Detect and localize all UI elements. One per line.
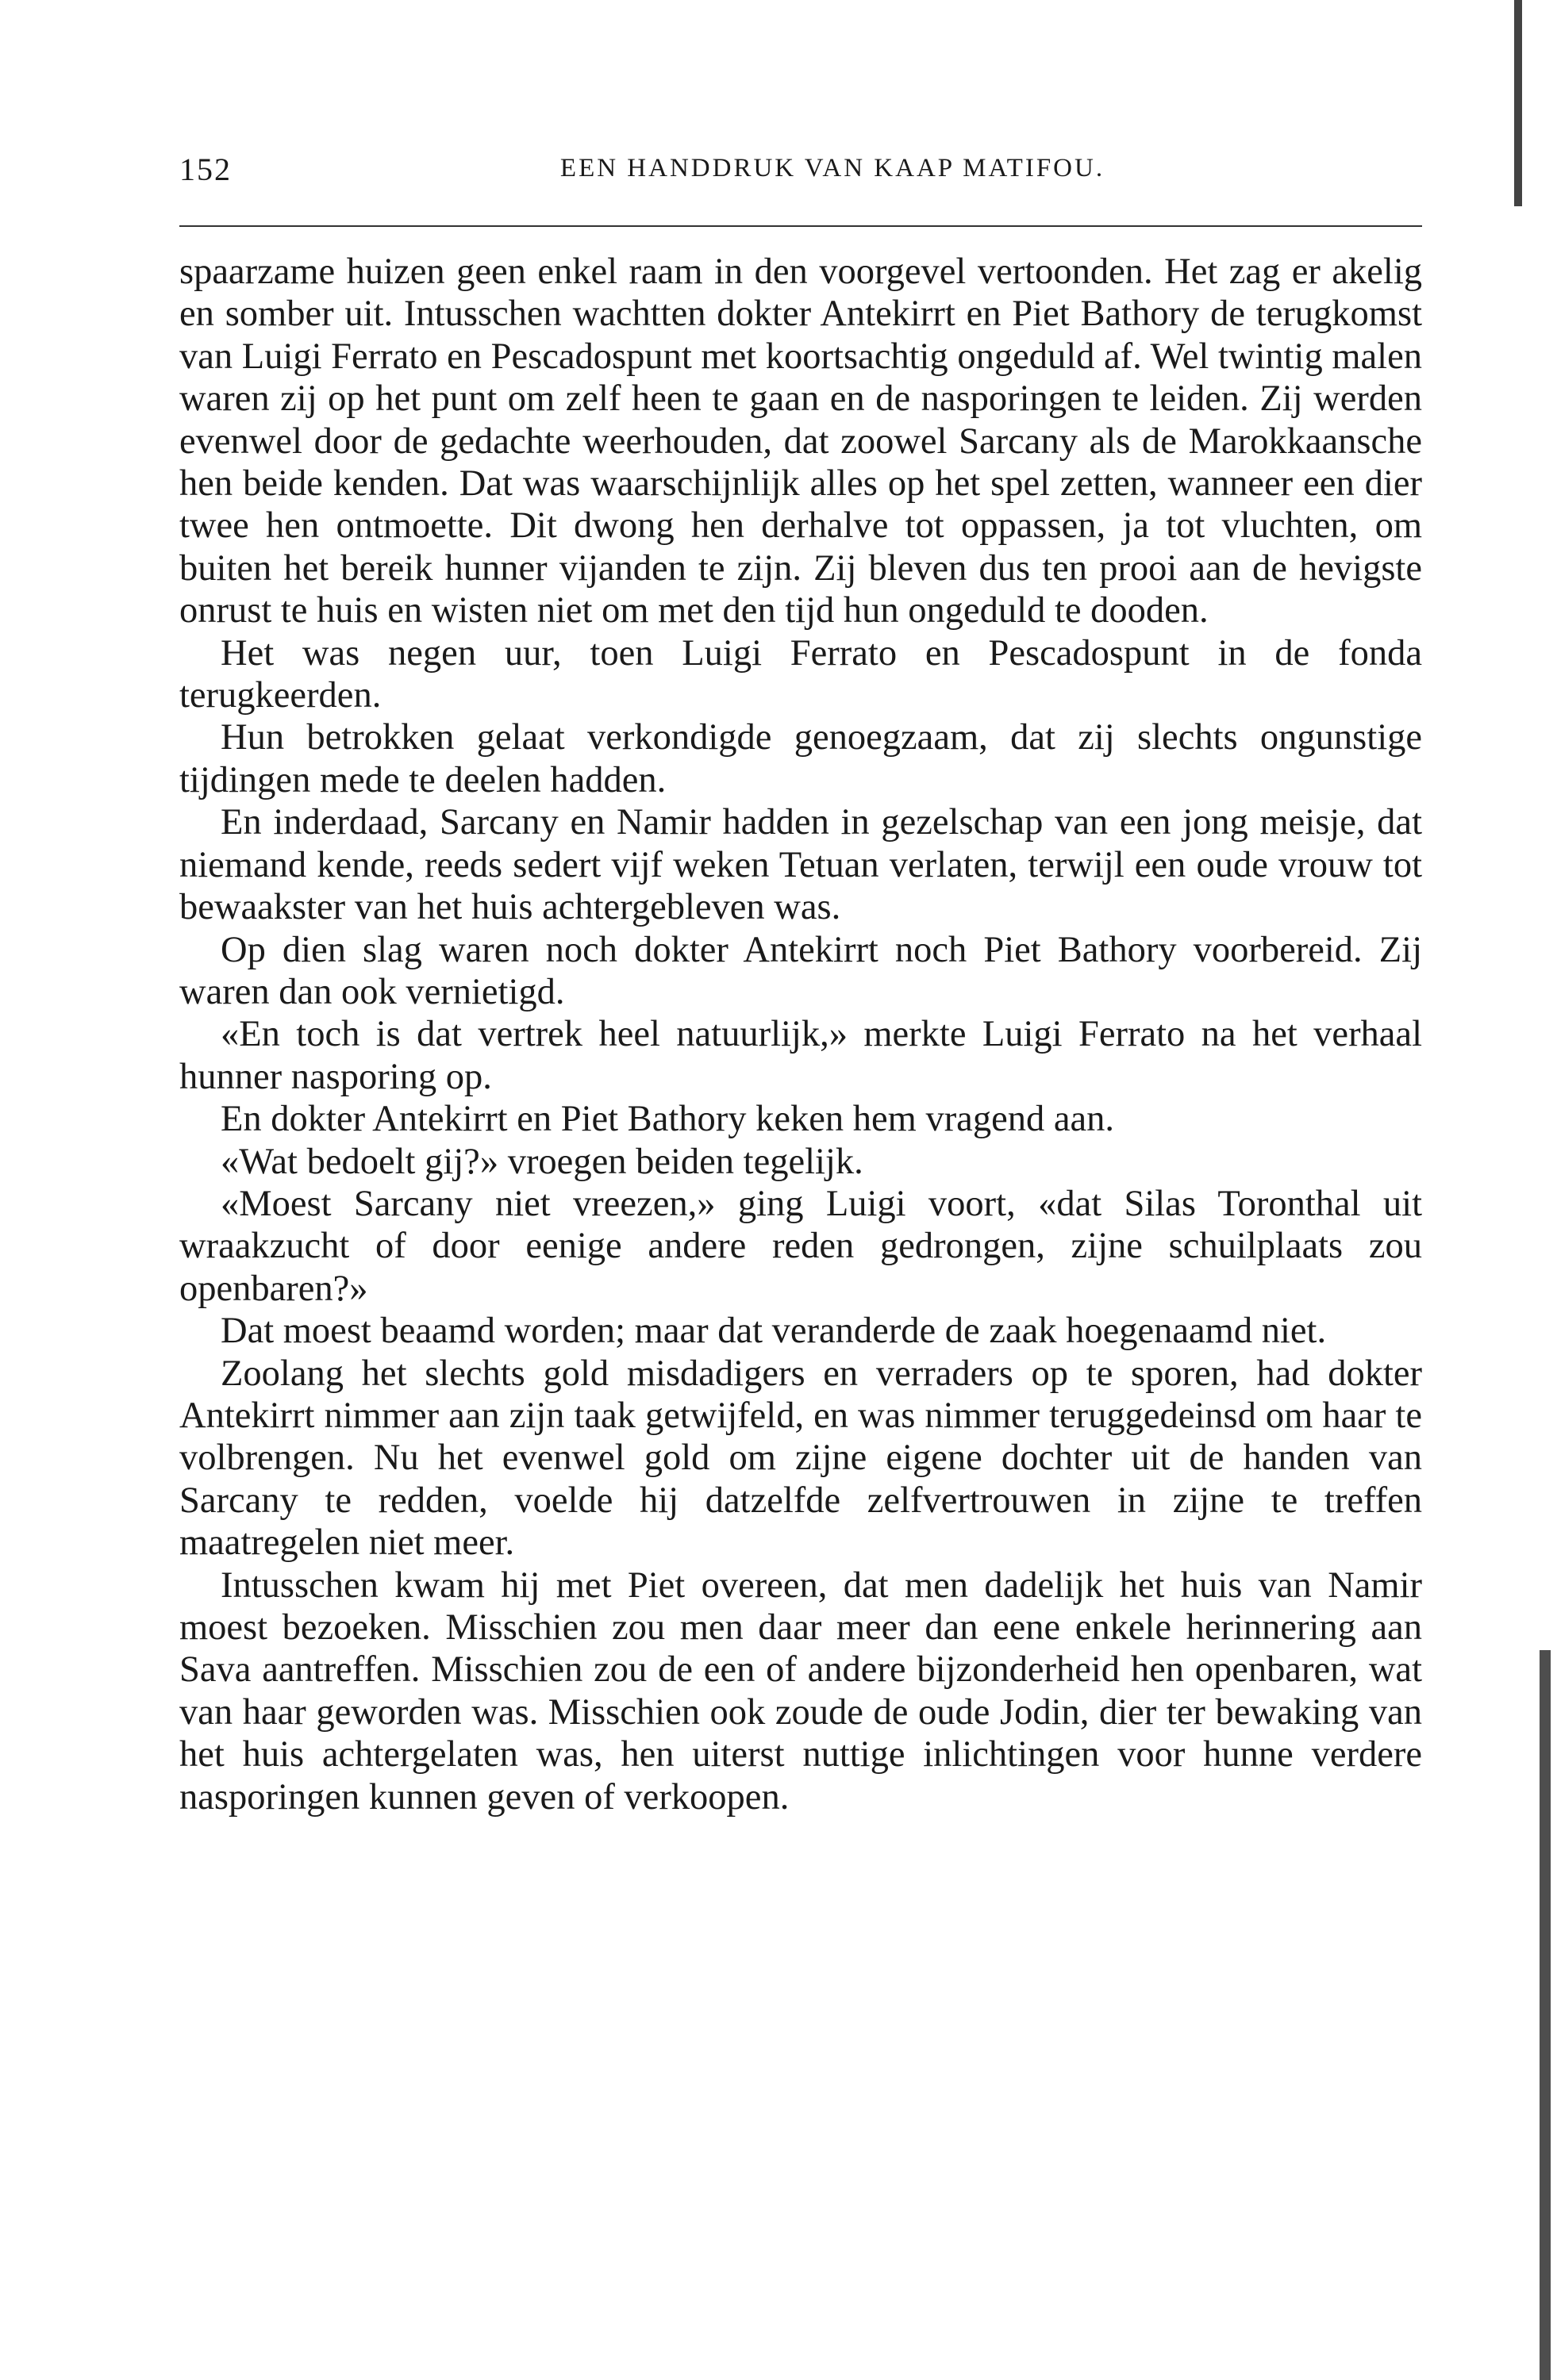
paragraph: «En toch is dat vertrek heel natuurlijk,» merkte Luigi Ferrato na het verhaal hunner nasporing op. xyxy=(179,1014,1422,1097)
binding-edge-bottom xyxy=(1540,1650,1551,2380)
paragraph: En dokter Antekirrt en Piet Bathory keken hem vragend aan. xyxy=(221,1099,1114,1140)
page-header xyxy=(179,151,1422,195)
paragraph: «Moest Sarcany niet vreezen,» ging Luigi voort, «dat Silas Toronthal uit wraakzucht of door eenige andere reden gedrongen, zijne schuilplaats zou openbaren?» xyxy=(179,1183,1422,1309)
paragraph: Op dien slag waren noch dokter Antekirrt noch Piet Bathory voorbereid. Zij waren dan ook vernietigd. xyxy=(179,929,1422,1012)
body-text xyxy=(179,251,1422,1818)
paragraph: Zoolang het slechts gold misdadigers en verraders op te sporen, had dokter Antekirrt nimmer aan zijn taak getwijfeld, en was nimmer teruggedeinsd om haar te volbrengen. Nu het evenwel gold om zijne eigene dochter uit de handen van Sarcany te redden, voelde hij datzelfde zelfvertrouwen in zijne te treffen maatregelen niet meer. xyxy=(179,1353,1422,1564)
paragraph: En inderdaad, Sarcany en Namir hadden in gezelschap van een jong meisje, dat niemand kende, reeds sedert vijf weken Tetuan verlaten, terwijl een oude vrouw tot bewaakster van het huis achtergebleven was. xyxy=(179,802,1422,928)
header-rule xyxy=(179,225,1422,227)
binding-edge-top xyxy=(1514,0,1522,206)
paragraph: Intusschen kwam hij met Piet overeen, dat men dadelijk het huis van Namir moest bezoeken. Misschien zou men daar meer dan eene enkele herinnering aan Sava aantreffen. Misschien zou de een of andere bijzonderheid hen openbaren, wat van haar geworden was. Misschien ook zoude de oude Jodin, dier ter bewaking van het huis achtergelaten was, hen uiterst nuttige inlichtingen voor hunne verdere nasporingen kunnen geven of verkoopen. xyxy=(179,1564,1422,1818)
paragraph: Het was negen uur, toen Luigi Ferrato en Pescadospunt in de fonda terugkeerden. xyxy=(179,632,1422,716)
paragraph: Hun betrokken gelaat verkondigde genoegzaam, dat zij slechts ongunstige tijdingen mede te deelen hadden. xyxy=(179,717,1422,800)
running-title: EEN HANDDRUK VAN KAAP MATIFOU. xyxy=(559,154,1105,182)
paragraph: «Wat bedoelt gij?» vroegen beiden tegelijk. xyxy=(221,1141,863,1182)
paragraph: Dat moest beaamd worden; maar dat veranderde de zaak hoegenaamd niet. xyxy=(221,1311,1327,1352)
page-number: 152 xyxy=(179,152,232,187)
paragraph-continuation: spaarzame huizen geen enkel raam in den voorgevel vertoonden. Het zag er akelig en somber uit. Intusschen wachtten dokter Antekirrt en Piet Bathory de terugkomst van Luigi Ferrato en Pescadospunt met koortsachtig ongeduld af. Wel twintig malen waren zij op het punt om zelf heen te gaan en de nasporingen te leiden. Zij werden evenwel door de gedachte weerhouden, dat zoowel Sarcany als de Marokkaansche hen beide kenden. Dat was waarschijnlijk alles op het spel zetten, wanneer een dier twee hen ontmoette. Dit dwong hen derhalve tot oppassen, ja tot vluchten, om buiten het bereik hunner vijanden te zijn. Zij bleven dus ten prooi aan de hevigste onrust te huis en wisten niet om met den tijd hun ongeduld te dooden. xyxy=(179,251,1422,631)
